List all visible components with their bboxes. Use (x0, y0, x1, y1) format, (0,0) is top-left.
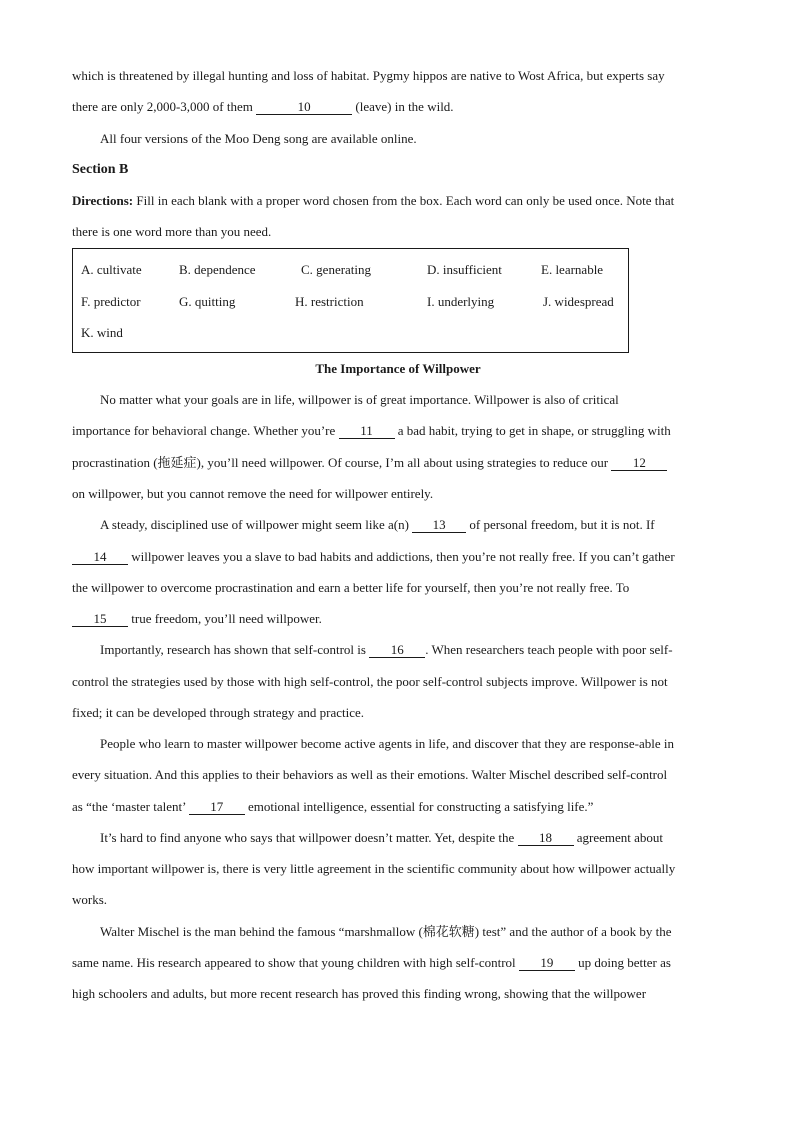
option-k: K. wind (81, 325, 123, 340)
blank-12[interactable]: 12 (611, 456, 667, 471)
text-line: as “the ‘master talent’ 17 emotional intelligence, essential for constructing a satisfying life.” (72, 799, 594, 814)
text-line: control the strategies used by those with high self-control, the poor self-control subjects improve. Willpower is not (72, 674, 668, 689)
word-box (72, 248, 629, 353)
option-d: D. insufficient (427, 262, 502, 277)
text-line: A steady, disciplined use of willpower might seem like a(n) 13 of personal freedom, but it is not. If (100, 517, 655, 532)
blank-10[interactable]: 10 (256, 100, 352, 115)
text-line: importance for behavioral change. Whether you’re 11 a bad habit, trying to get in shape, or struggling with (72, 423, 671, 438)
section-heading: Section B (72, 162, 129, 177)
directions-line: there is one word more than you need. (72, 224, 272, 239)
option-b: B. dependence (179, 262, 256, 277)
option-j: J. widespread (543, 294, 614, 309)
directions-label: Directions: (72, 193, 134, 208)
blank-17[interactable]: 17 (189, 800, 245, 815)
option-i: I. underlying (427, 294, 495, 309)
blank-16[interactable]: 16 (369, 643, 425, 658)
text-line: Importantly, research has shown that self-control is 16 . When researchers teach people with poor self- (100, 642, 673, 657)
text-line: on willpower, but you cannot remove the need for willpower entirely. (72, 486, 434, 501)
option-c: C. generating (301, 262, 372, 277)
option-h: H. restriction (295, 294, 364, 309)
text-line: how important willpower is, there is very little agreement in the scientific community about how willpower actually (72, 861, 676, 876)
blank-14[interactable]: 14 (72, 550, 128, 565)
text-line: People who learn to master willpower become active agents in life, and discover that they are response-able in (100, 736, 674, 751)
blank-19[interactable]: 19 (519, 956, 575, 971)
blank-18[interactable]: 18 (518, 831, 574, 846)
option-f: F. predictor (81, 294, 141, 309)
option-a: A. cultivate (81, 262, 142, 277)
text-line: 14 willpower leaves you a slave to bad habits and addictions, then you’re not really free. If you can’t gather (72, 549, 675, 565)
passage-title: The Importance of Willpower (315, 361, 481, 376)
blank-13[interactable]: 13 (412, 518, 466, 533)
text-line: the willpower to overcome procrastination and earn a better life for yourself, then you’re not really free. To (72, 580, 630, 595)
blank-11[interactable]: 11 (339, 424, 395, 439)
text-line: high schoolers and adults, but more recent research has proved this finding wrong, showing that the willpower (72, 986, 647, 1001)
text-line: All four versions of the Moo Deng song are available online. (100, 131, 417, 146)
text-line: procrastination (拖延症), you’ll need willpower. Of course, I’m all about using strategies to reduce our 12 (72, 455, 667, 471)
text-line: every situation. And this applies to their behaviors as well as their emotions. Walter Mischel described self-control (72, 767, 668, 782)
text-line: which is threatened by illegal hunting and loss of habitat. Pygmy hippos are native to Wost Africa, but experts say (72, 68, 665, 83)
text-line: Walter Mischel is the man behind the famous “marshmallow (棉花软糖) test” and the author of a book by the (100, 924, 672, 939)
blank-15[interactable]: 15 (72, 612, 128, 627)
option-e: E. learnable (541, 262, 604, 277)
directions-line: Directions: Fill in each blank with a proper word chosen from the box. Each word can only be used once. Note that (72, 193, 675, 208)
text-line: 15 true freedom, you’ll need willpower. (72, 611, 322, 627)
text-line: there are only 2,000-3,000 of them 10 (leave) in the wild. (72, 99, 454, 114)
text-line: No matter what your goals are in life, willpower is of great importance. Willpower is also of critical (100, 392, 619, 407)
text-line: same name. His research appeared to show that young children with high self-control 19 up doing better as (72, 955, 671, 970)
option-g: G. quitting (179, 294, 236, 309)
text-line: It’s hard to find anyone who says that willpower doesn’t matter. Yet, despite the 18 agreement about (100, 830, 664, 845)
text-line: fixed; it can be developed through strategy and practice. (72, 705, 365, 720)
text-line: works. (72, 892, 108, 907)
